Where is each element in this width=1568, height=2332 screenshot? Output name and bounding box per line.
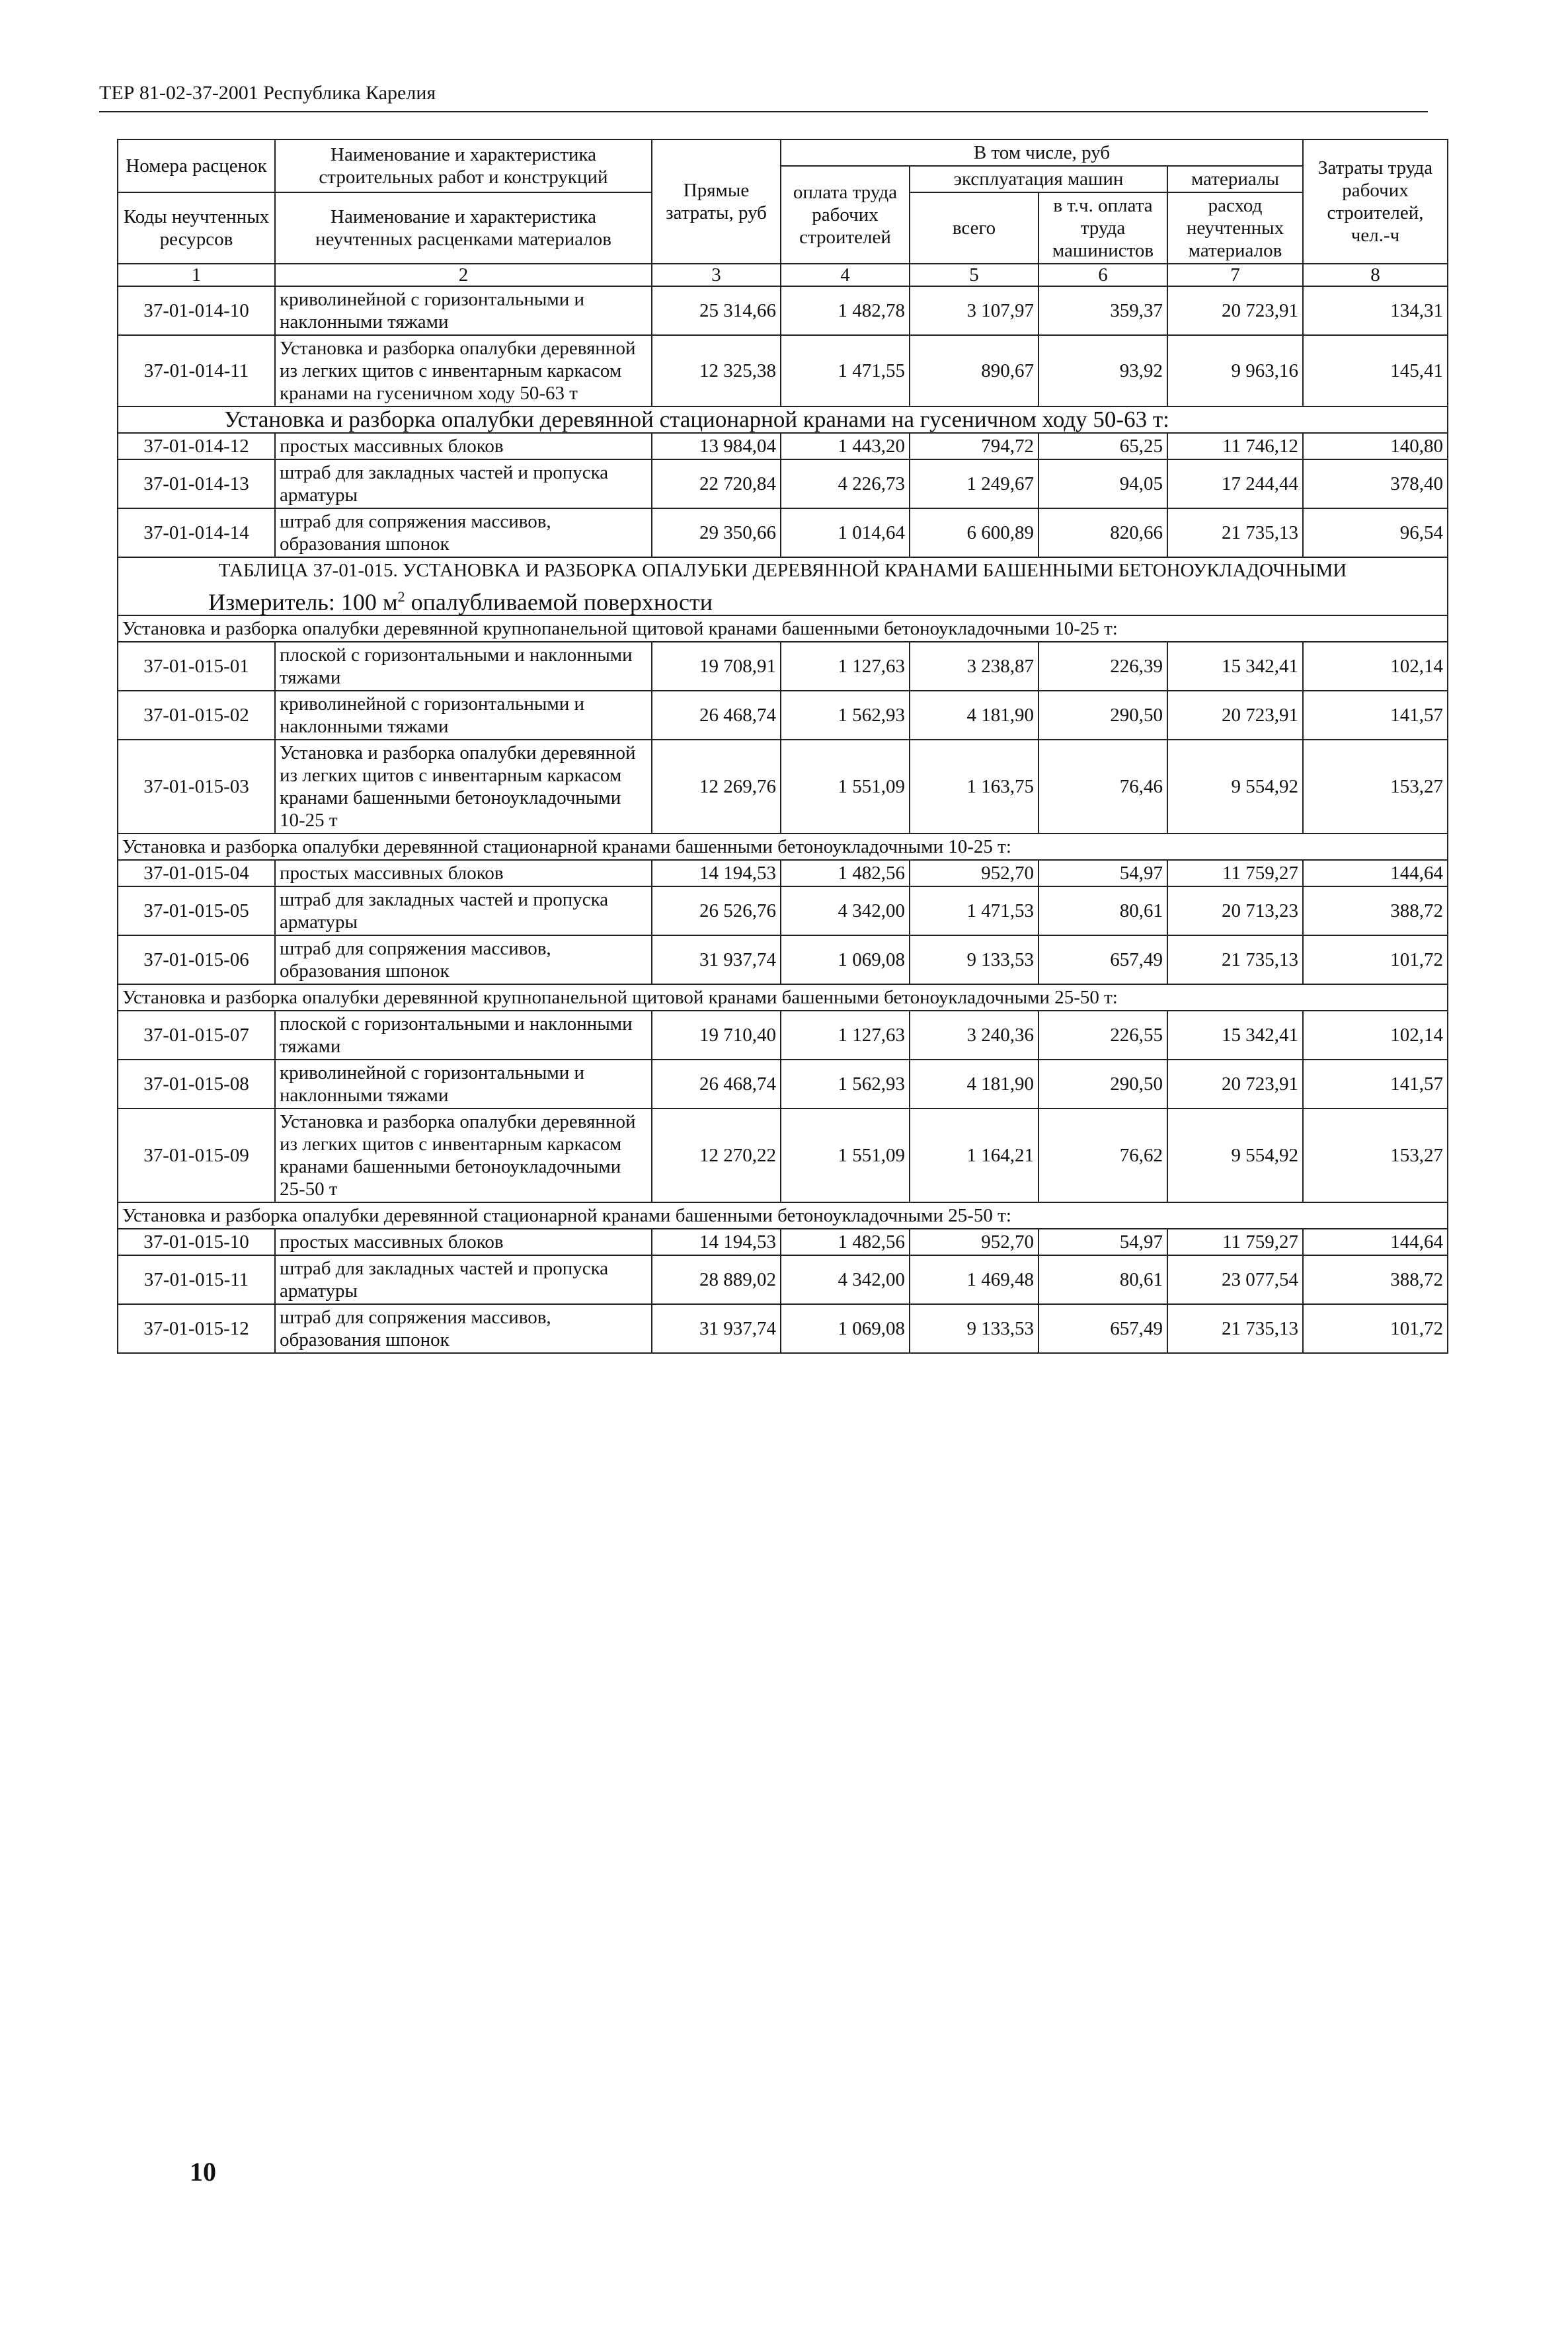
operators-pay-cell: 359,37 xyxy=(1039,286,1167,335)
workers-pay-cell: 1 127,63 xyxy=(781,642,910,691)
machine-total-cell: 4 181,90 xyxy=(910,1060,1039,1108)
workers-pay-cell: 1 551,09 xyxy=(781,740,910,834)
workers-pay-cell: 4 342,00 xyxy=(781,1255,910,1304)
table-row xyxy=(118,691,1448,740)
work-name-cell: штраб для сопряжения массивов, образования шпонок xyxy=(275,1304,652,1353)
rate-code-cell: 37-01-014-14 xyxy=(118,508,275,557)
rows-d xyxy=(118,1011,1448,1202)
operators-pay-cell: 657,49 xyxy=(1039,1304,1167,1353)
materials-cell: 20 713,23 xyxy=(1167,886,1303,935)
work-name-cell: штраб для сопряжения массивов, образования шпонок xyxy=(275,508,652,557)
table-row xyxy=(118,1229,1448,1255)
workers-pay-cell: 1 014,64 xyxy=(781,508,910,557)
rate-code-cell: 37-01-015-03 xyxy=(118,740,275,834)
operators-pay-cell: 226,55 xyxy=(1039,1011,1167,1060)
workers-pay-cell: 1 127,63 xyxy=(781,1011,910,1060)
section-heading: Установка и разборка опалубки деревянной стационарной кранами на гусеничном ходу 50-63 т: xyxy=(118,407,1448,433)
rate-code-cell: 37-01-015-09 xyxy=(118,1108,275,1202)
machine-total-cell: 952,70 xyxy=(910,860,1039,886)
rate-code-cell: 37-01-015-07 xyxy=(118,1011,275,1060)
workers-pay-cell: 1 562,93 xyxy=(781,691,910,740)
table-title-block xyxy=(118,557,1448,615)
col-machine-op: эксплуатация машин xyxy=(910,166,1167,192)
workers-pay-cell: 1 482,78 xyxy=(781,286,910,335)
materials-cell: 15 342,41 xyxy=(1167,642,1303,691)
labor-cell: 101,72 xyxy=(1303,1304,1448,1353)
labor-cell: 153,27 xyxy=(1303,740,1448,834)
labor-cell: 378,40 xyxy=(1303,459,1448,508)
section-e xyxy=(118,1202,1448,1229)
work-name-cell: Установка и разборка опалубки деревянной из легких щитов с инвентарным каркасом кранами башенными бетоноукладочными 25-50 т xyxy=(275,1108,652,1202)
direct-costs-cell: 12 270,22 xyxy=(652,1108,781,1202)
materials-cell: 20 723,91 xyxy=(1167,286,1303,335)
machine-total-cell: 952,70 xyxy=(910,1229,1039,1255)
rate-code-cell: 37-01-014-12 xyxy=(118,433,275,459)
rate-code-cell: 37-01-014-11 xyxy=(118,335,275,407)
table-row xyxy=(118,1255,1448,1304)
work-name-cell: простых массивных блоков xyxy=(275,860,652,886)
materials-cell: 21 735,13 xyxy=(1167,508,1303,557)
work-name-cell: криволинейной с горизонтальными и наклонными тяжами xyxy=(275,1060,652,1108)
direct-costs-cell: 19 708,91 xyxy=(652,642,781,691)
materials-cell: 9 963,16 xyxy=(1167,335,1303,407)
col-including: В том числе, руб xyxy=(781,139,1303,166)
operators-pay-cell: 290,50 xyxy=(1039,691,1167,740)
workers-pay-cell: 1 482,56 xyxy=(781,1229,910,1255)
direct-costs-cell: 12 269,76 xyxy=(652,740,781,834)
section-heading: Установка и разборка опалубки деревянной крупнопанельной щитовой кранами башенными бетоноукладочными 25-50 т: xyxy=(118,984,1448,1011)
rate-code-cell: 37-01-015-12 xyxy=(118,1304,275,1353)
materials-cell: 21 735,13 xyxy=(1167,935,1303,984)
table-row xyxy=(118,935,1448,984)
labor-cell: 102,14 xyxy=(1303,1011,1448,1060)
measure-unit: Измеритель: 100 $м^2$ опалубливаемой поверхности xyxy=(208,588,713,615)
machine-total-cell: 1 164,21 xyxy=(910,1108,1039,1202)
rows-a xyxy=(118,433,1448,557)
workers-pay-cell: 1 562,93 xyxy=(781,1060,910,1108)
table-row xyxy=(118,459,1448,508)
direct-costs-cell: 31 937,74 xyxy=(652,935,781,984)
direct-costs-cell: 26 468,74 xyxy=(652,1060,781,1108)
labor-cell: 388,72 xyxy=(1303,1255,1448,1304)
direct-costs-cell: 12 325,38 xyxy=(652,335,781,407)
page-number: 10 xyxy=(190,2157,216,2187)
machine-total-cell: 3 240,36 xyxy=(910,1011,1039,1060)
labor-cell: 101,72 xyxy=(1303,935,1448,984)
materials-cell: 20 723,91 xyxy=(1167,1060,1303,1108)
operators-pay-cell: 76,62 xyxy=(1039,1108,1167,1202)
col-rate-numbers: Номера расценок xyxy=(118,139,275,192)
table-row xyxy=(118,1108,1448,1202)
operators-pay-cell: 76,46 xyxy=(1039,740,1167,834)
col-direct-costs: Прямые затраты, руб xyxy=(652,139,781,264)
col-labor: Затраты труда рабочих строителей, чел.-ч xyxy=(1303,139,1448,264)
materials-cell: 11 746,12 xyxy=(1167,433,1303,459)
operators-pay-cell: 54,97 xyxy=(1039,860,1167,886)
machine-total-cell: 1 471,53 xyxy=(910,886,1039,935)
table-row xyxy=(118,1011,1448,1060)
materials-cell: 20 723,91 xyxy=(1167,691,1303,740)
materials-cell: 11 759,27 xyxy=(1167,1229,1303,1255)
work-name-cell: штраб для закладных частей и пропуска арматуры xyxy=(275,886,652,935)
machine-total-cell: 3 107,97 xyxy=(910,286,1039,335)
operators-pay-cell: 80,61 xyxy=(1039,886,1167,935)
work-name-cell: Установка и разборка опалубки деревянной из легких щитов с инвентарным каркасом кранами на гусеничном ходу 50-63 т xyxy=(275,335,652,407)
work-name-cell: плоской с горизонтальными и наклонными тяжами xyxy=(275,1011,652,1060)
direct-costs-cell: 26 526,76 xyxy=(652,886,781,935)
table-row xyxy=(118,1304,1448,1353)
direct-costs-cell: 14 194,53 xyxy=(652,860,781,886)
machine-total-cell: 9 133,53 xyxy=(910,1304,1039,1353)
work-name-cell: криволинейной с горизонтальными и наклонными тяжами xyxy=(275,286,652,335)
rate-code-cell: 37-01-015-11 xyxy=(118,1255,275,1304)
operators-pay-cell: 226,39 xyxy=(1039,642,1167,691)
rates-table xyxy=(117,139,1448,1354)
rows-b xyxy=(118,642,1448,834)
labor-cell: 141,57 xyxy=(1303,1060,1448,1108)
operators-pay-cell: 54,97 xyxy=(1039,1229,1167,1255)
operators-pay-cell: 65,25 xyxy=(1039,433,1167,459)
work-name-cell: штраб для закладных частей и пропуска арматуры xyxy=(275,1255,652,1304)
direct-costs-cell: 31 937,74 xyxy=(652,1304,781,1353)
workers-pay-cell: 1 069,08 xyxy=(781,935,910,984)
work-name-cell: штраб для сопряжения массивов, образования шпонок xyxy=(275,935,652,984)
section-d xyxy=(118,984,1448,1011)
workers-pay-cell: 1 069,08 xyxy=(781,1304,910,1353)
rate-code-cell: 37-01-015-10 xyxy=(118,1229,275,1255)
col-name-works: Наименование и характеристика строительных работ и конструкций xyxy=(275,139,652,192)
table-row xyxy=(118,508,1448,557)
labor-cell: 388,72 xyxy=(1303,886,1448,935)
table-title: ТАБЛИЦА 37-01-015. УСТАНОВКА И РАЗБОРКА ОПАЛУБКИ ДЕРЕВЯННОЙ КРАНАМИ БАШЕННЫМИ БЕТОНОУКЛАДОЧНЫМИ xyxy=(218,560,1347,581)
rows-c xyxy=(118,860,1448,984)
col-total: всего xyxy=(910,192,1039,264)
section-heading: Установка и разборка опалубки деревянной стационарной кранами башенными бетоноукладочными 10-25 т: xyxy=(118,834,1448,860)
direct-costs-cell: 25 314,66 xyxy=(652,286,781,335)
rate-code-cell: 37-01-014-13 xyxy=(118,459,275,508)
direct-costs-cell: 19 710,40 xyxy=(652,1011,781,1060)
materials-cell: 15 342,41 xyxy=(1167,1011,1303,1060)
rate-code-cell: 37-01-015-05 xyxy=(118,886,275,935)
labor-cell: 145,41 xyxy=(1303,335,1448,407)
table-row xyxy=(118,740,1448,834)
direct-costs-cell: 14 194,53 xyxy=(652,1229,781,1255)
rate-code-cell: 37-01-015-06 xyxy=(118,935,275,984)
workers-pay-cell: 1 443,20 xyxy=(781,433,910,459)
labor-cell: 141,57 xyxy=(1303,691,1448,740)
rate-code-cell: 37-01-015-08 xyxy=(118,1060,275,1108)
labor-cell: 144,64 xyxy=(1303,1229,1448,1255)
work-name-cell: простых массивных блоков xyxy=(275,1229,652,1255)
section-heading: Установка и разборка опалубки деревянной стационарной кранами башенными бетоноукладочными 25-50 т: xyxy=(118,1202,1448,1229)
direct-costs-cell: 26 468,74 xyxy=(652,691,781,740)
rate-code-cell: 37-01-015-04 xyxy=(118,860,275,886)
machine-total-cell: 4 181,90 xyxy=(910,691,1039,740)
table-row xyxy=(118,886,1448,935)
machine-total-cell: 794,72 xyxy=(910,433,1039,459)
machine-total-cell: 1 163,75 xyxy=(910,740,1039,834)
work-name-cell: Установка и разборка опалубки деревянной из легких щитов с инвентарным каркасом кранами башенными бетоноукладочными 10-25 т xyxy=(275,740,652,834)
machine-total-cell: 6 600,89 xyxy=(910,508,1039,557)
table-row xyxy=(118,1060,1448,1108)
section-heading: Установка и разборка опалубки деревянной крупнопанельной щитовой кранами башенными бетоноукладочными 10-25 т: xyxy=(118,615,1448,642)
workers-pay-cell: 4 226,73 xyxy=(781,459,910,508)
col-materials: материалы xyxy=(1167,166,1303,192)
table-row xyxy=(118,286,1448,335)
direct-costs-cell: 13 984,04 xyxy=(652,433,781,459)
workers-pay-cell: 1 551,09 xyxy=(781,1108,910,1202)
machine-total-cell: 3 238,87 xyxy=(910,642,1039,691)
col-codes: Коды неучтенных ресурсов xyxy=(118,192,275,264)
rows-e xyxy=(118,1229,1448,1353)
operators-pay-cell: 80,61 xyxy=(1039,1255,1167,1304)
rate-code-cell: 37-01-015-02 xyxy=(118,691,275,740)
work-name-cell: простых массивных блоков xyxy=(275,433,652,459)
materials-cell: 9 554,92 xyxy=(1167,740,1303,834)
materials-cell: 11 759,27 xyxy=(1167,860,1303,886)
workers-pay-cell: 1 471,55 xyxy=(781,335,910,407)
operators-pay-cell: 290,50 xyxy=(1039,1060,1167,1108)
col-name-materials: Наименование и характеристика неучтенных расценками материалов xyxy=(275,192,652,264)
direct-costs-cell: 22 720,84 xyxy=(652,459,781,508)
table-row xyxy=(118,335,1448,407)
machine-total-cell: 1 469,48 xyxy=(910,1255,1039,1304)
document-header: ТЕР 81-02-37-2001 Республика Карелия xyxy=(99,82,1428,112)
operators-pay-cell: 657,49 xyxy=(1039,935,1167,984)
operators-pay-cell: 820,66 xyxy=(1039,508,1167,557)
materials-cell: 17 244,44 xyxy=(1167,459,1303,508)
labor-cell: 134,31 xyxy=(1303,286,1448,335)
table-row xyxy=(118,433,1448,459)
materials-cell: 9 554,92 xyxy=(1167,1108,1303,1202)
workers-pay-cell: 4 342,00 xyxy=(781,886,910,935)
machine-total-cell: 1 249,67 xyxy=(910,459,1039,508)
labor-cell: 153,27 xyxy=(1303,1108,1448,1202)
rate-code-cell: 37-01-015-01 xyxy=(118,642,275,691)
section-b xyxy=(118,615,1448,642)
operators-pay-cell: 94,05 xyxy=(1039,459,1167,508)
labor-cell: 102,14 xyxy=(1303,642,1448,691)
direct-costs-cell: 29 350,66 xyxy=(652,508,781,557)
col-workers-pay: оплата труда рабочих строителей xyxy=(781,166,910,264)
table-row xyxy=(118,642,1448,691)
section-a xyxy=(118,407,1448,433)
operators-pay-cell: 93,92 xyxy=(1039,335,1167,407)
machine-total-cell: 890,67 xyxy=(910,335,1039,407)
table-row xyxy=(118,860,1448,886)
work-name-cell: криволинейной с горизонтальными и наклонными тяжами xyxy=(275,691,652,740)
rate-code-cell: 37-01-014-10 xyxy=(118,286,275,335)
workers-pay-cell: 1 482,56 xyxy=(781,860,910,886)
section-c xyxy=(118,834,1448,860)
labor-cell: 96,54 xyxy=(1303,508,1448,557)
column-index-row: 1 2 3 4 5 6 7 8 xyxy=(118,264,1448,286)
rows-top xyxy=(118,286,1448,407)
labor-cell: 140,80 xyxy=(1303,433,1448,459)
col-materials-unaccounted: расход неучтенных материалов xyxy=(1167,192,1303,264)
col-incl-operators: в т.ч. оплата труда машинистов xyxy=(1039,192,1167,264)
materials-cell: 23 077,54 xyxy=(1167,1255,1303,1304)
materials-cell: 21 735,13 xyxy=(1167,1304,1303,1353)
labor-cell: 144,64 xyxy=(1303,860,1448,886)
machine-total-cell: 9 133,53 xyxy=(910,935,1039,984)
work-name-cell: штраб для закладных частей и пропуска арматуры xyxy=(275,459,652,508)
work-name-cell: плоской с горизонтальными и наклонными тяжами xyxy=(275,642,652,691)
direct-costs-cell: 28 889,02 xyxy=(652,1255,781,1304)
